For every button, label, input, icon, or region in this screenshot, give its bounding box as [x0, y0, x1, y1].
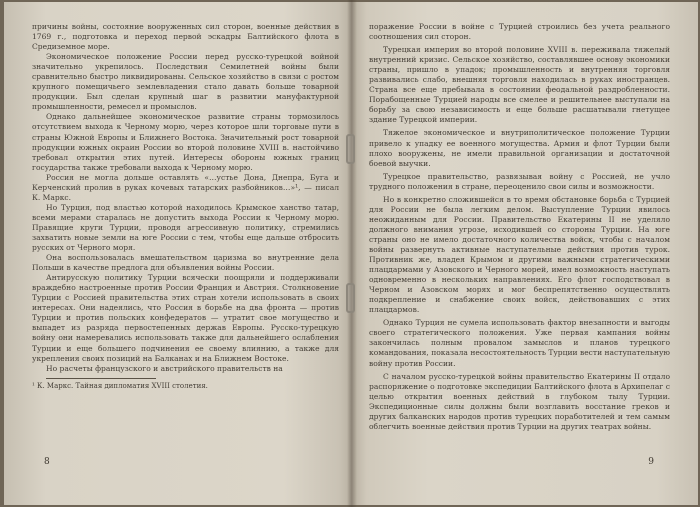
right-paragraph-1: поражение России в войне с Турцией строились без учета реального соотношения сил сторон.: [369, 22, 670, 42]
left-paragraph-7: Антирусскую политику Турции всячески поощряли и поддерживали враждебно настроенные против России Франция и Австрия. Столкновение Турции с Россией правительства этих стран хотели использовать в своих интересах. Они надеялись, что Россия в борьбе на два фронта — против Турции и против польских конфедератов — утратит свое могущество и выпадет из разряда первостепенных держав Европы. Русско-турецкую войну они намеревались использовать также для дальнейшего ослабления Турции и еще большего подчинения ее своему влиянию, а также для укрепления своих позиций на Балканах и на Ближнем Востоке.: [32, 273, 339, 363]
right-paragraph-2: Турецкая империя во второй половине XVIII в. переживала тяжелый внутренний кризис. Сельское хозяйство, составлявшее основу экономики страны, пришло в упадок; промышленность и внутренняя торговля развивались слабо, внешняя торговля находилась в руках иностранцев. Страна все еще пребывала в состоянии феодальной раздробленности. Порабощенные Турцией народы все смелее и решительнее выступали на борьбу за свою независимость и еще больше расшатывали гнетущее здание Турецкой империи.: [369, 45, 670, 125]
right-paragraph-6: Однако Турция не сумела использовать фактор внезапности и выгоды своего стратегического положения. Уже первая кампания войны закончилась полным провалом замыслов и планов турецкого командования, показала несостоятельность Турции вести наступательную войну против России.: [369, 318, 670, 368]
left-paragraph-5: Но Турция, под властью которой находилось Крымское ханство татар, всеми мерами старалась не допустить выхода России к Черному морю. Правящие круги Турции, проводя агрессивную политику, стремились захватить новые земли на юге России с тем, чтобы еще дальше отбросить русских от Черного моря.: [32, 202, 339, 253]
left-page: [4, 2, 353, 505]
left-paragraph-8: Но расчеты французского и австрийского правительств на: [46, 363, 283, 373]
book-spread: [4, 0, 698, 507]
right-paragraph-4: Турецкое правительство, развязывая войну с Россией, не учло трудного положения в стране, переоценило свои силы и возможности.: [369, 171, 670, 191]
left-paragraph-3: Однако дальнейшее экономическое развитие страны тормозилось отсутствием выхода к Черному морю, через которое шли торговые пути в страны Южной Европы и Ближнего Востока. Значительный рост товарной продукции южных окраин России во второй половине XVIII в. настойчиво требовал открытия этих путей. Интересы обороны южных границ государства также требовали выхода к Черному морю.: [32, 112, 339, 172]
left-paragraph-1: причины войны, состояние вооруженных сил сторон, военные действия в 1769 г., подготовка и переход первой эскадры Балтийского флота в Средиземное море.: [32, 22, 339, 52]
page-number-left: 8: [44, 457, 50, 467]
right-paragraph-7: С началом русско-турецкой войны правительство Екатерины II отдало распоряжение о подготовке экспедиции Балтийского флота в Архипелаг с целью открытия военных действий в глубоком тылу Турции. Экспедиционные силы должны были возглавить восстание греков и других балканских народов против турецких поработителей и тем самым облегчить военные действия против Турции на других театрах войны.: [369, 371, 670, 431]
page-number-right: 9: [648, 457, 654, 467]
footnote: ¹ К. Маркс. Тайная дипломатия XVIII столетия.: [32, 381, 208, 390]
staple-top: [346, 134, 355, 164]
right-paragraph-5: Но в конкретно сложившейся в то время обстановке борьба с Турцией для России не была легким делом. Выступление Турции явилось неожиданным для России. Правительство Екатерины II не уделяло должного внимания угрозе, исходившей со стороны Турции. На юге страны оно не имело достаточного количества войск, чтобы с началом войны развернуть активные наступательные действия против турок. Противник же, владея Крымом и другими важными стратегическими плацдармами у Азовского и Черного морей, имел возможность наступать одновременно в нескольких направлениях. Его флот господствовал в Черном и Азовском морях и мог беспрепятственно осуществлять подкрепление и снабжение своих войск, действовавших с этих плацдармов.: [369, 194, 670, 315]
footnote-rule: [46, 378, 156, 379]
left-paragraph-6: Она воспользовалась вмешательством царизма во внутренние дела Польши в качестве предлога для объявления войны России.: [32, 253, 339, 273]
staple-bottom: [346, 283, 355, 313]
left-paragraph-4: Россия не могла дольше оставлять «…устье Дона, Днепра, Буга и Керченский пролив в руках кочевых татарских разбойников…»¹, — писал К. Маркс.: [32, 172, 339, 202]
right-page: [353, 2, 698, 505]
left-paragraph-2: Экономическое положение России перед русско-турецкой войной значительно укрепилось. Последствия Семилетней войны были сравнительно быстро ликвидированы. Сельское хозяйство в связи с ростом крупного помещичьего землевладения стало давать больше товарной продукции. Был сделан крупный шаг в развитии мануфактурной промышленности, ремесел и промыслов.: [32, 52, 339, 112]
right-paragraph-3: Тяжелое экономическое и внутриполитическое положение Турции привело к упадку ее военного могущества. Армия и флот Турции были плохо вооружены, не имели правильной организации и достаточной боевой выучки.: [369, 128, 670, 168]
